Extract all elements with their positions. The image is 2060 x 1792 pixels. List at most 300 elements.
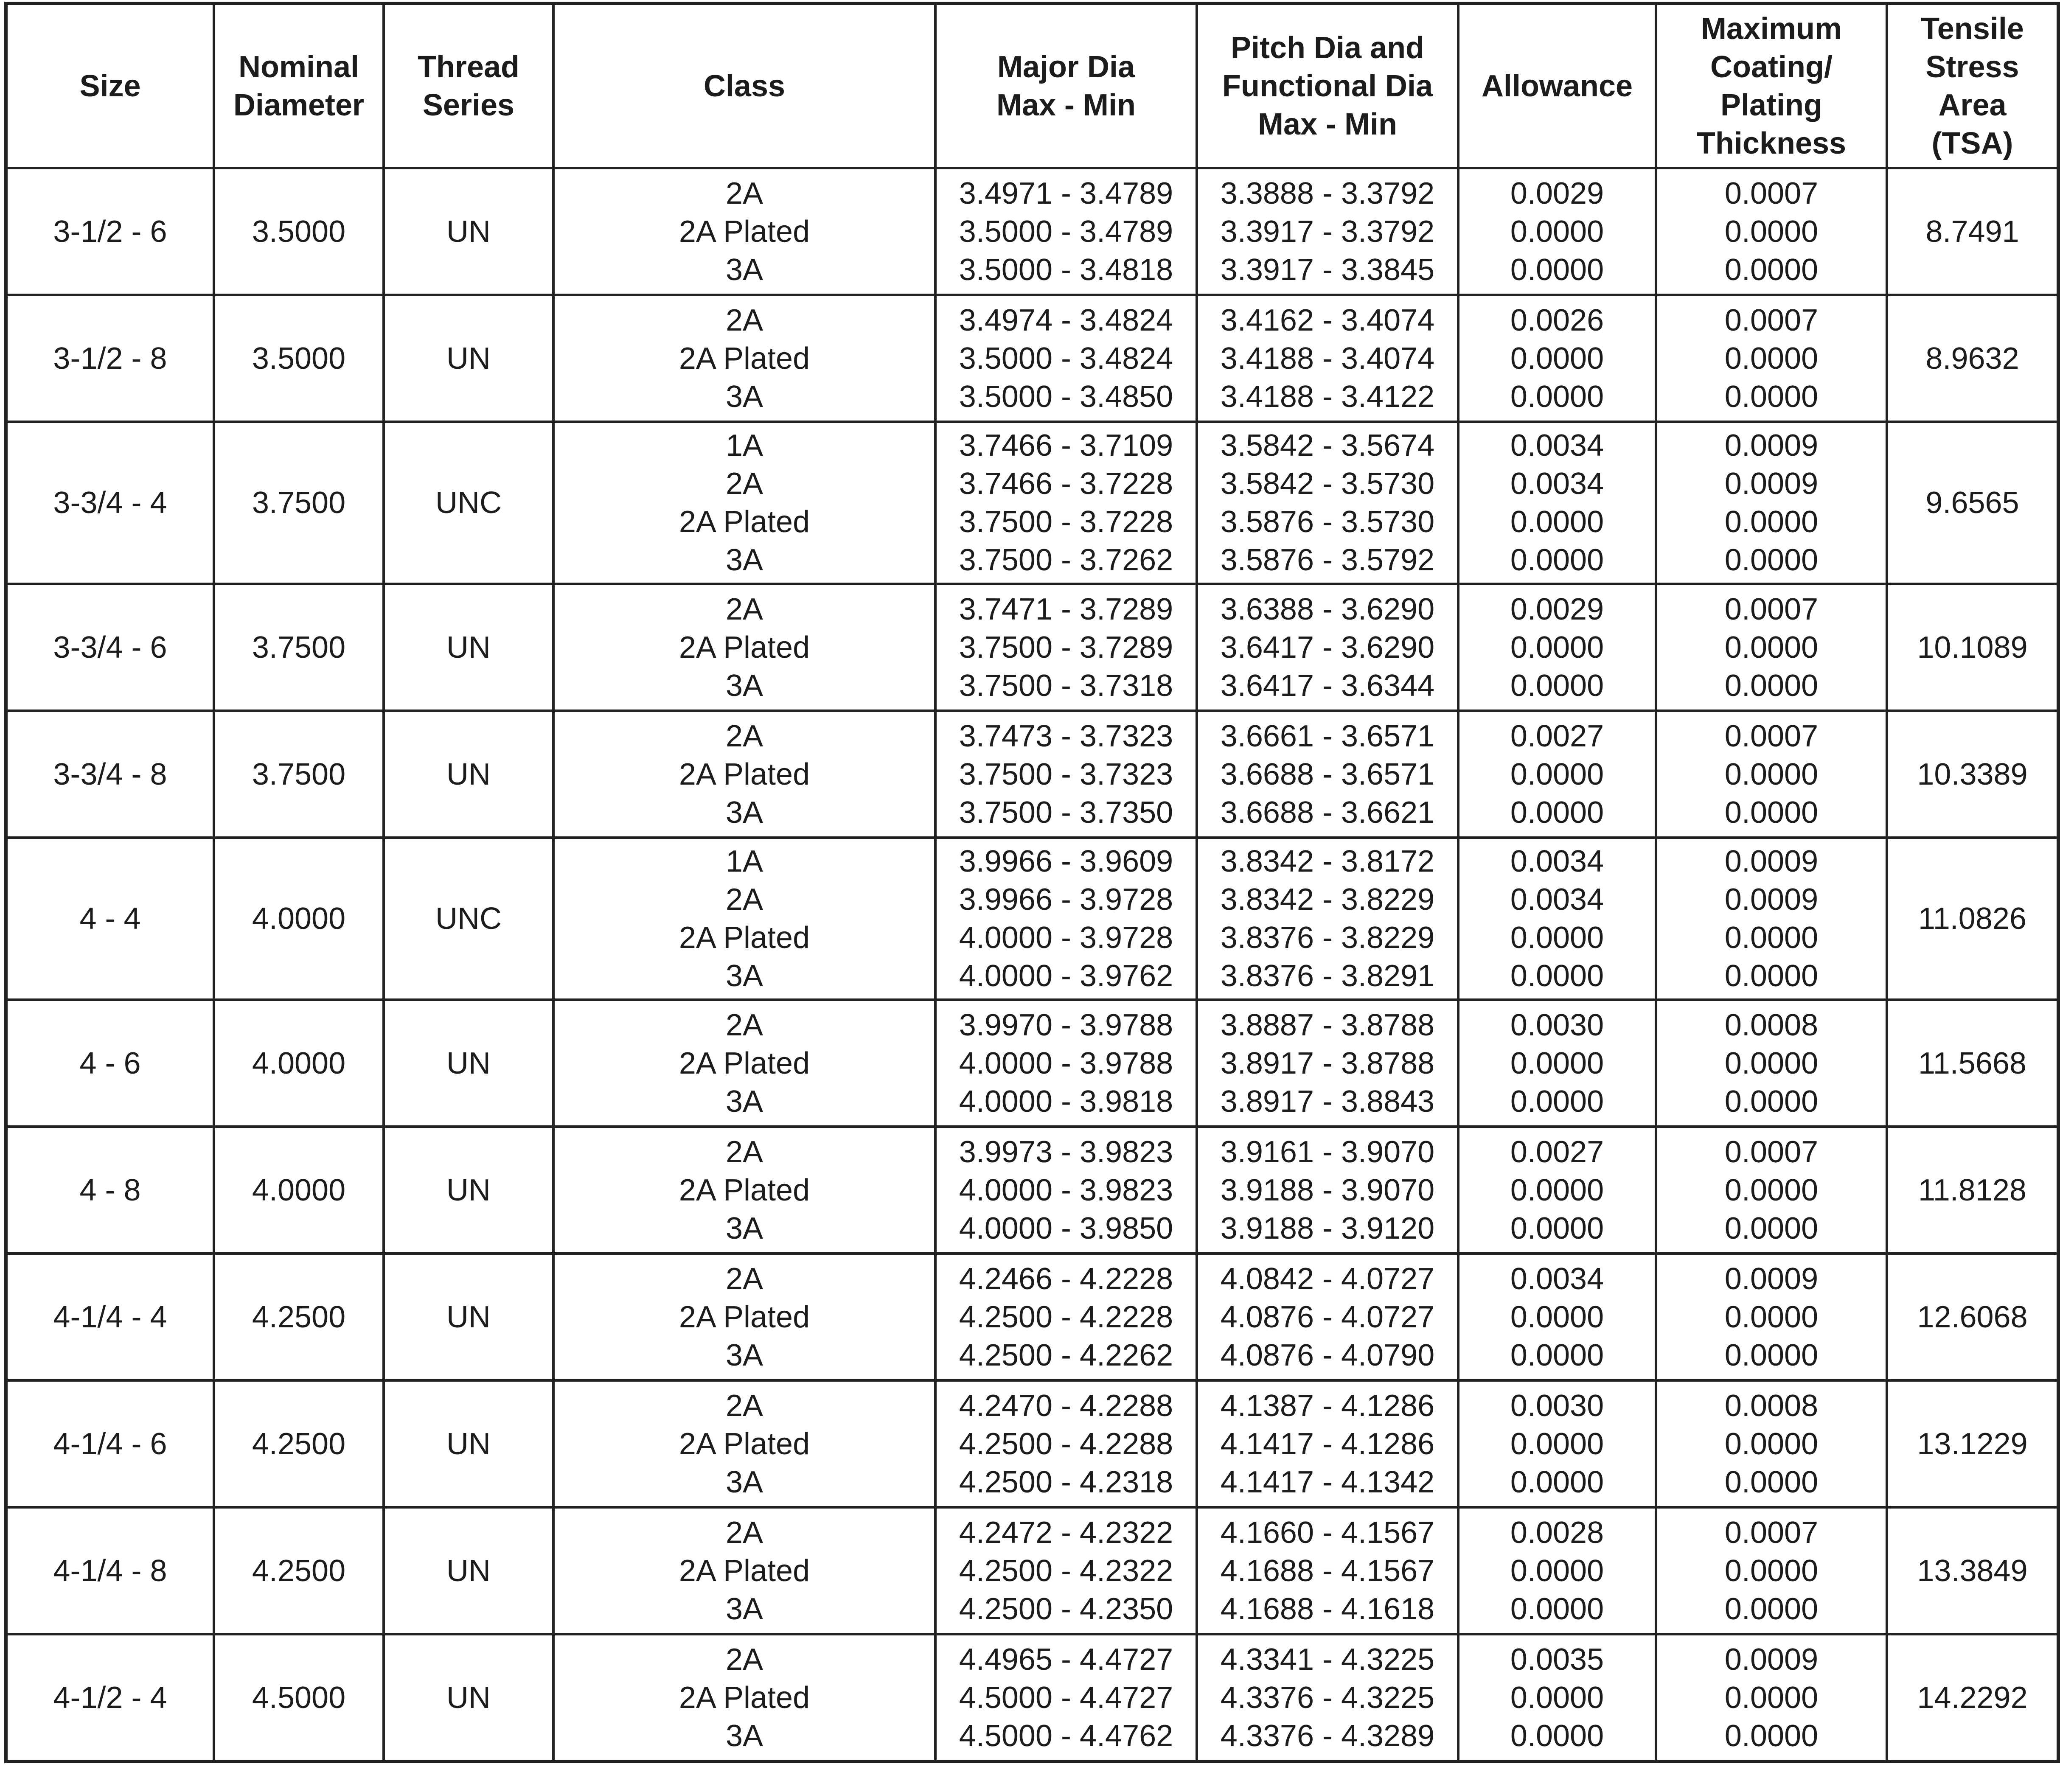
allowance-cell bbox=[1458, 168, 1656, 295]
major-dia-value: 4.4965 - 4.4727 bbox=[959, 1642, 1173, 1677]
class-value: 2A Plated bbox=[679, 1173, 810, 1207]
pitch-dia-value: 4.1417 - 4.1286 bbox=[1220, 1427, 1435, 1461]
coating-thickness-cell bbox=[1656, 1127, 1887, 1254]
nominal-diameter-cell: 4.2500 bbox=[214, 1507, 384, 1634]
column-header-line: Pitch Dia and bbox=[1230, 31, 1425, 65]
column-header-line: Plating bbox=[1720, 88, 1822, 122]
pitch-dia-value: 4.3376 - 4.3289 bbox=[1220, 1719, 1435, 1753]
coating-thickness-value: 0.0000 bbox=[1724, 757, 1819, 791]
column-header-allowance bbox=[1458, 3, 1656, 168]
class-value: 3A bbox=[725, 959, 763, 993]
major-dia-value: 3.5000 - 3.4789 bbox=[959, 214, 1173, 249]
tensile-stress-area-cell: 10.1089 bbox=[1887, 584, 2058, 711]
table-row bbox=[6, 422, 2058, 584]
coating-thickness-cell bbox=[1656, 1380, 1887, 1507]
coating-thickness-value: 0.0000 bbox=[1724, 1300, 1819, 1334]
class-value: 1A bbox=[725, 429, 763, 463]
allowance-value: 0.0034 bbox=[1510, 429, 1604, 463]
major-dia-value: 3.7473 - 3.7323 bbox=[959, 719, 1173, 753]
pitch-dia-cell bbox=[1197, 584, 1458, 711]
major-dia-cell bbox=[935, 1507, 1197, 1634]
table-header-row bbox=[6, 3, 2058, 168]
allowance-value: 0.0000 bbox=[1510, 1173, 1604, 1207]
tensile-stress-area-cell: 9.6565 bbox=[1887, 422, 2058, 584]
table-row bbox=[6, 838, 2058, 1000]
major-dia-value: 3.5000 - 3.4850 bbox=[959, 379, 1173, 414]
pitch-dia-value: 3.3888 - 3.3792 bbox=[1220, 176, 1435, 210]
thread-series-cell: UN bbox=[384, 1380, 553, 1507]
major-dia-value: 4.2500 - 4.2350 bbox=[959, 1592, 1173, 1626]
major-dia-value: 4.0000 - 3.9818 bbox=[959, 1084, 1173, 1119]
coating-thickness-value: 0.0000 bbox=[1724, 252, 1819, 287]
pitch-dia-value: 4.1688 - 4.1567 bbox=[1220, 1554, 1435, 1588]
pitch-dia-value: 3.8342 - 3.8229 bbox=[1220, 883, 1435, 917]
class-cell bbox=[553, 1127, 935, 1254]
coating-thickness-value: 0.0009 bbox=[1724, 883, 1819, 917]
class-value: 2A bbox=[725, 303, 763, 337]
allowance-value: 0.0000 bbox=[1510, 668, 1604, 703]
thread-series-cell: UN bbox=[384, 1254, 553, 1380]
pitch-dia-value: 3.9188 - 3.9120 bbox=[1220, 1211, 1435, 1245]
thread-series-cell: UN bbox=[384, 295, 553, 422]
class-cell bbox=[553, 1000, 935, 1127]
class-value: 3A bbox=[725, 252, 763, 287]
allowance-value: 0.0000 bbox=[1510, 543, 1604, 577]
coating-thickness-value: 0.0000 bbox=[1724, 959, 1819, 993]
pitch-dia-value: 3.5876 - 3.5730 bbox=[1220, 505, 1435, 539]
major-dia-value: 3.7500 - 3.7228 bbox=[959, 505, 1173, 539]
allowance-cell bbox=[1458, 1380, 1656, 1507]
pitch-dia-value: 3.8376 - 3.8291 bbox=[1220, 959, 1435, 993]
pitch-dia-cell bbox=[1197, 1634, 1458, 1761]
pitch-dia-value: 3.3917 - 3.3845 bbox=[1220, 252, 1435, 287]
thread-series-cell: UNC bbox=[384, 838, 553, 1000]
allowance-cell bbox=[1458, 1634, 1656, 1761]
major-dia-cell bbox=[935, 422, 1197, 584]
allowance-value: 0.0027 bbox=[1510, 719, 1604, 753]
class-cell bbox=[553, 295, 935, 422]
table-row bbox=[6, 295, 2058, 422]
column-header-line: Maximum bbox=[1701, 11, 1842, 46]
column-header-line: Size bbox=[79, 69, 141, 103]
allowance-value: 0.0000 bbox=[1510, 630, 1604, 665]
class-value: 3A bbox=[725, 1465, 763, 1499]
column-header-coating bbox=[1656, 3, 1887, 168]
column-header-line: Diameter bbox=[233, 88, 365, 122]
tensile-stress-area-cell: 13.3849 bbox=[1887, 1507, 2058, 1634]
major-dia-value: 3.7500 - 3.7323 bbox=[959, 757, 1173, 791]
coating-thickness-value: 0.0007 bbox=[1724, 176, 1819, 210]
pitch-dia-value: 3.5842 - 3.5674 bbox=[1220, 429, 1435, 463]
coating-thickness-cell bbox=[1656, 295, 1887, 422]
coating-thickness-value: 0.0007 bbox=[1724, 592, 1819, 626]
allowance-cell bbox=[1458, 422, 1656, 584]
allowance-cell bbox=[1458, 1000, 1656, 1127]
size-cell: 4 - 8 bbox=[6, 1127, 214, 1254]
major-dia-value: 3.9973 - 3.9823 bbox=[959, 1135, 1173, 1169]
allowance-value: 0.0000 bbox=[1510, 1084, 1604, 1119]
pitch-dia-value: 3.4188 - 3.4122 bbox=[1220, 379, 1435, 414]
class-value: 2A bbox=[725, 719, 763, 753]
pitch-dia-value: 3.9161 - 3.9070 bbox=[1220, 1135, 1435, 1169]
nominal-diameter-cell: 4.2500 bbox=[214, 1380, 384, 1507]
column-header-series bbox=[384, 3, 553, 168]
major-dia-value: 4.2500 - 4.2318 bbox=[959, 1465, 1173, 1499]
major-dia-value: 3.7466 - 3.7228 bbox=[959, 467, 1173, 501]
coating-thickness-value: 0.0000 bbox=[1724, 1427, 1819, 1461]
class-value: 2A Plated bbox=[679, 1300, 810, 1334]
major-dia-value: 3.5000 - 3.4824 bbox=[959, 341, 1173, 376]
coating-thickness-value: 0.0008 bbox=[1724, 1388, 1819, 1423]
pitch-dia-cell bbox=[1197, 1127, 1458, 1254]
class-cell bbox=[553, 711, 935, 838]
class-value: 2A Plated bbox=[679, 1554, 810, 1588]
allowance-cell bbox=[1458, 711, 1656, 838]
column-header-pitch bbox=[1197, 3, 1458, 168]
major-dia-value: 3.7500 - 3.7289 bbox=[959, 630, 1173, 665]
column-header-class bbox=[553, 3, 935, 168]
major-dia-value: 3.9966 - 3.9609 bbox=[959, 844, 1173, 878]
class-value: 2A Plated bbox=[679, 921, 810, 955]
coating-thickness-value: 0.0000 bbox=[1724, 1084, 1819, 1119]
allowance-value: 0.0000 bbox=[1510, 959, 1604, 993]
pitch-dia-cell bbox=[1197, 711, 1458, 838]
class-value: 2A bbox=[725, 1262, 763, 1296]
allowance-value: 0.0028 bbox=[1510, 1515, 1604, 1550]
column-header-line: Class bbox=[703, 69, 786, 103]
coating-thickness-value: 0.0007 bbox=[1724, 719, 1819, 753]
major-dia-value: 4.2500 - 4.2322 bbox=[959, 1554, 1173, 1588]
pitch-dia-cell bbox=[1197, 1380, 1458, 1507]
pitch-dia-value: 3.6417 - 3.6290 bbox=[1220, 630, 1435, 665]
size-cell: 3-3/4 - 6 bbox=[6, 584, 214, 711]
thread-series-cell: UNC bbox=[384, 422, 553, 584]
major-dia-value: 3.9966 - 3.9728 bbox=[959, 883, 1173, 917]
allowance-value: 0.0000 bbox=[1510, 921, 1604, 955]
column-header-line: Nominal bbox=[238, 50, 359, 84]
allowance-value: 0.0000 bbox=[1510, 1465, 1604, 1499]
class-value: 3A bbox=[725, 1211, 763, 1245]
coating-thickness-value: 0.0000 bbox=[1724, 921, 1819, 955]
major-dia-value: 4.5000 - 4.4727 bbox=[959, 1680, 1173, 1715]
pitch-dia-value: 3.5876 - 3.5792 bbox=[1220, 543, 1435, 577]
table-row bbox=[6, 1000, 2058, 1127]
column-header-line: Tensile bbox=[1921, 11, 2024, 46]
column-header-line: Max - Min bbox=[996, 88, 1136, 122]
tensile-stress-area-cell: 10.3389 bbox=[1887, 711, 2058, 838]
class-value: 2A Plated bbox=[679, 630, 810, 665]
allowance-value: 0.0030 bbox=[1510, 1008, 1604, 1042]
coating-thickness-value: 0.0007 bbox=[1724, 1515, 1819, 1550]
major-dia-value: 4.2500 - 4.2262 bbox=[959, 1338, 1173, 1372]
allowance-value: 0.0000 bbox=[1510, 1338, 1604, 1372]
class-value: 3A bbox=[725, 668, 763, 703]
size-cell: 4 - 6 bbox=[6, 1000, 214, 1127]
size-cell: 3-3/4 - 8 bbox=[6, 711, 214, 838]
thread-series-cell: UN bbox=[384, 1000, 553, 1127]
allowance-value: 0.0035 bbox=[1510, 1642, 1604, 1677]
major-dia-cell bbox=[935, 584, 1197, 711]
thread-series-cell: UN bbox=[384, 168, 553, 295]
coating-thickness-value: 0.0009 bbox=[1724, 1262, 1819, 1296]
class-cell bbox=[553, 1507, 935, 1634]
column-header-nominal bbox=[214, 3, 384, 168]
pitch-dia-cell bbox=[1197, 422, 1458, 584]
table-row bbox=[6, 584, 2058, 711]
major-dia-value: 4.0000 - 3.9728 bbox=[959, 921, 1173, 955]
allowance-value: 0.0000 bbox=[1510, 379, 1604, 414]
pitch-dia-value: 3.6688 - 3.6571 bbox=[1220, 757, 1435, 791]
coating-thickness-value: 0.0007 bbox=[1724, 1135, 1819, 1169]
coating-thickness-cell bbox=[1656, 1507, 1887, 1634]
coating-thickness-value: 0.0009 bbox=[1724, 429, 1819, 463]
class-cell bbox=[553, 168, 935, 295]
class-cell bbox=[553, 422, 935, 584]
major-dia-cell bbox=[935, 1254, 1197, 1380]
pitch-dia-cell bbox=[1197, 1254, 1458, 1380]
class-value: 2A bbox=[725, 1515, 763, 1550]
table-row bbox=[6, 711, 2058, 838]
class-value: 3A bbox=[725, 1084, 763, 1119]
pitch-dia-cell bbox=[1197, 168, 1458, 295]
major-dia-value: 3.7500 - 3.7350 bbox=[959, 795, 1173, 830]
major-dia-value: 4.0000 - 3.9762 bbox=[959, 959, 1173, 993]
allowance-value: 0.0000 bbox=[1510, 1680, 1604, 1715]
tensile-stress-area-cell: 8.9632 bbox=[1887, 295, 2058, 422]
coating-thickness-cell bbox=[1656, 711, 1887, 838]
major-dia-cell bbox=[935, 1127, 1197, 1254]
size-cell: 3-3/4 - 4 bbox=[6, 422, 214, 584]
nominal-diameter-cell: 3.7500 bbox=[214, 711, 384, 838]
pitch-dia-value: 3.6661 - 3.6571 bbox=[1220, 719, 1435, 753]
coating-thickness-value: 0.0000 bbox=[1724, 543, 1819, 577]
class-value: 2A bbox=[725, 1388, 763, 1423]
coating-thickness-value: 0.0000 bbox=[1724, 1719, 1819, 1753]
coating-thickness-value: 0.0009 bbox=[1724, 844, 1819, 878]
table-row bbox=[6, 168, 2058, 295]
allowance-value: 0.0000 bbox=[1510, 1427, 1604, 1461]
column-header-line: Allowance bbox=[1481, 69, 1633, 103]
thread-series-cell: UN bbox=[384, 1127, 553, 1254]
allowance-value: 0.0034 bbox=[1510, 1262, 1604, 1296]
major-dia-value: 3.4971 - 3.4789 bbox=[959, 176, 1173, 210]
class-value: 2A Plated bbox=[679, 1046, 810, 1080]
class-value: 2A Plated bbox=[679, 505, 810, 539]
column-header-line: Coating/ bbox=[1710, 50, 1833, 84]
pitch-dia-cell bbox=[1197, 1000, 1458, 1127]
size-cell: 4 - 4 bbox=[6, 838, 214, 1000]
pitch-dia-value: 3.6388 - 3.6290 bbox=[1220, 592, 1435, 626]
allowance-value: 0.0000 bbox=[1510, 214, 1604, 249]
allowance-value: 0.0000 bbox=[1510, 1592, 1604, 1626]
pitch-dia-value: 4.3341 - 4.3225 bbox=[1220, 1642, 1435, 1677]
pitch-dia-value: 4.3376 - 4.3225 bbox=[1220, 1680, 1435, 1715]
coating-thickness-value: 0.0000 bbox=[1724, 1046, 1819, 1080]
major-dia-value: 3.7466 - 3.7109 bbox=[959, 429, 1173, 463]
major-dia-value: 3.4974 - 3.4824 bbox=[959, 303, 1173, 337]
allowance-value: 0.0000 bbox=[1510, 757, 1604, 791]
class-value: 3A bbox=[725, 1338, 763, 1372]
allowance-value: 0.0029 bbox=[1510, 592, 1604, 626]
coating-thickness-value: 0.0000 bbox=[1724, 795, 1819, 830]
coating-thickness-value: 0.0000 bbox=[1724, 214, 1819, 249]
major-dia-value: 3.9970 - 3.9788 bbox=[959, 1008, 1173, 1042]
column-header-size bbox=[6, 3, 214, 168]
coating-thickness-value: 0.0009 bbox=[1724, 1642, 1819, 1677]
class-value: 3A bbox=[725, 795, 763, 830]
pitch-dia-value: 3.5842 - 3.5730 bbox=[1220, 467, 1435, 501]
allowance-value: 0.0027 bbox=[1510, 1135, 1604, 1169]
column-header-major bbox=[935, 3, 1197, 168]
tensile-stress-area-cell: 12.6068 bbox=[1887, 1254, 2058, 1380]
allowance-value: 0.0000 bbox=[1510, 505, 1604, 539]
nominal-diameter-cell: 4.2500 bbox=[214, 1254, 384, 1380]
allowance-value: 0.0034 bbox=[1510, 883, 1604, 917]
allowance-cell bbox=[1458, 1507, 1656, 1634]
coating-thickness-value: 0.0000 bbox=[1724, 1338, 1819, 1372]
allowance-cell bbox=[1458, 1254, 1656, 1380]
coating-thickness-value: 0.0000 bbox=[1724, 1592, 1819, 1626]
pitch-dia-value: 3.8376 - 3.8229 bbox=[1220, 921, 1435, 955]
major-dia-cell bbox=[935, 711, 1197, 838]
allowance-value: 0.0000 bbox=[1510, 1046, 1604, 1080]
class-value: 2A bbox=[725, 176, 763, 210]
pitch-dia-value: 3.9188 - 3.9070 bbox=[1220, 1173, 1435, 1207]
size-cell: 3-1/2 - 8 bbox=[6, 295, 214, 422]
class-value: 2A Plated bbox=[679, 1680, 810, 1715]
coating-thickness-value: 0.0000 bbox=[1724, 1465, 1819, 1499]
column-header-line: Functional Dia bbox=[1222, 69, 1433, 103]
class-value: 2A bbox=[725, 1008, 763, 1042]
pitch-dia-value: 3.8887 - 3.8788 bbox=[1220, 1008, 1435, 1042]
class-value: 2A Plated bbox=[679, 1427, 810, 1461]
major-dia-value: 3.5000 - 3.4818 bbox=[959, 252, 1173, 287]
pitch-dia-value: 3.8917 - 3.8843 bbox=[1220, 1084, 1435, 1119]
coating-thickness-cell bbox=[1656, 584, 1887, 711]
coating-thickness-cell bbox=[1656, 1000, 1887, 1127]
major-dia-value: 4.2500 - 4.2228 bbox=[959, 1300, 1173, 1334]
class-value: 2A Plated bbox=[679, 214, 810, 249]
allowance-value: 0.0000 bbox=[1510, 1554, 1604, 1588]
class-value: 2A Plated bbox=[679, 341, 810, 376]
class-value: 2A bbox=[725, 592, 763, 626]
nominal-diameter-cell: 4.0000 bbox=[214, 1127, 384, 1254]
table-body bbox=[6, 168, 2058, 1761]
thread-series-cell: UN bbox=[384, 711, 553, 838]
pitch-dia-cell bbox=[1197, 295, 1458, 422]
thread-series-cell: UN bbox=[384, 1507, 553, 1634]
pitch-dia-value: 4.0876 - 4.0790 bbox=[1220, 1338, 1435, 1372]
allowance-value: 0.0034 bbox=[1510, 844, 1604, 878]
class-value: 3A bbox=[725, 543, 763, 577]
major-dia-cell bbox=[935, 295, 1197, 422]
class-cell bbox=[553, 1254, 935, 1380]
coating-thickness-cell bbox=[1656, 1254, 1887, 1380]
tensile-stress-area-cell: 11.8128 bbox=[1887, 1127, 2058, 1254]
column-header-tsa bbox=[1887, 3, 2058, 168]
coating-thickness-value: 0.0000 bbox=[1724, 630, 1819, 665]
class-cell bbox=[553, 1634, 935, 1761]
class-value: 2A bbox=[725, 1135, 763, 1169]
nominal-diameter-cell: 4.5000 bbox=[214, 1634, 384, 1761]
class-value: 2A bbox=[725, 467, 763, 501]
allowance-value: 0.0026 bbox=[1510, 303, 1604, 337]
column-header-line: Thickness bbox=[1696, 126, 1847, 160]
allowance-value: 0.0030 bbox=[1510, 1388, 1604, 1423]
major-dia-value: 3.7500 - 3.7262 bbox=[959, 543, 1173, 577]
coating-thickness-value: 0.0009 bbox=[1724, 467, 1819, 501]
pitch-dia-value: 3.8917 - 3.8788 bbox=[1220, 1046, 1435, 1080]
pitch-dia-value: 4.1688 - 4.1618 bbox=[1220, 1592, 1435, 1626]
size-cell: 3-1/2 - 6 bbox=[6, 168, 214, 295]
thread-series-cell: UN bbox=[384, 584, 553, 711]
class-value: 3A bbox=[725, 379, 763, 414]
pitch-dia-value: 3.6417 - 3.6344 bbox=[1220, 668, 1435, 703]
column-header-line: Major Dia bbox=[997, 50, 1135, 84]
major-dia-value: 4.0000 - 3.9850 bbox=[959, 1211, 1173, 1245]
coating-thickness-value: 0.0008 bbox=[1724, 1008, 1819, 1042]
major-dia-value: 4.5000 - 4.4762 bbox=[959, 1719, 1173, 1753]
tensile-stress-area-cell: 11.0826 bbox=[1887, 838, 2058, 1000]
coating-thickness-cell bbox=[1656, 422, 1887, 584]
allowance-cell bbox=[1458, 1127, 1656, 1254]
major-dia-cell bbox=[935, 1634, 1197, 1761]
pitch-dia-value: 3.6688 - 3.6621 bbox=[1220, 795, 1435, 830]
pitch-dia-value: 3.4162 - 3.4074 bbox=[1220, 303, 1435, 337]
pitch-dia-value: 3.8342 - 3.8172 bbox=[1220, 844, 1435, 878]
table-row bbox=[6, 1254, 2058, 1380]
table-row bbox=[6, 1127, 2058, 1254]
major-dia-cell bbox=[935, 1000, 1197, 1127]
size-cell: 4-1/4 - 4 bbox=[6, 1254, 214, 1380]
allowance-value: 0.0000 bbox=[1510, 252, 1604, 287]
column-header-line: Thread bbox=[417, 50, 520, 84]
column-header-line: Stress bbox=[1925, 50, 2019, 84]
pitch-dia-cell bbox=[1197, 1507, 1458, 1634]
allowance-value: 0.0000 bbox=[1510, 1719, 1604, 1753]
pitch-dia-value: 4.1387 - 4.1286 bbox=[1220, 1388, 1435, 1423]
pitch-dia-cell bbox=[1197, 838, 1458, 1000]
tensile-stress-area-cell: 11.5668 bbox=[1887, 1000, 2058, 1127]
pitch-dia-value: 3.4188 - 3.4074 bbox=[1220, 341, 1435, 376]
class-value: 2A bbox=[725, 1642, 763, 1677]
allowance-cell bbox=[1458, 838, 1656, 1000]
column-header-line: Max - Min bbox=[1257, 107, 1397, 141]
allowance-value: 0.0034 bbox=[1510, 467, 1604, 501]
coating-thickness-cell bbox=[1656, 1634, 1887, 1761]
class-value: 2A bbox=[725, 883, 763, 917]
class-cell bbox=[553, 584, 935, 711]
pitch-dia-value: 4.1417 - 4.1342 bbox=[1220, 1465, 1435, 1499]
tensile-stress-area-cell: 13.1229 bbox=[1887, 1380, 2058, 1507]
allowance-value: 0.0000 bbox=[1510, 1211, 1604, 1245]
allowance-cell bbox=[1458, 295, 1656, 422]
allowance-value: 0.0000 bbox=[1510, 795, 1604, 830]
coating-thickness-value: 0.0000 bbox=[1724, 1173, 1819, 1207]
column-header-line: Series bbox=[422, 88, 515, 122]
nominal-diameter-cell: 4.0000 bbox=[214, 1000, 384, 1127]
major-dia-value: 3.7471 - 3.7289 bbox=[959, 592, 1173, 626]
nominal-diameter-cell: 3.7500 bbox=[214, 422, 384, 584]
coating-thickness-value: 0.0000 bbox=[1724, 505, 1819, 539]
coating-thickness-value: 0.0000 bbox=[1724, 341, 1819, 376]
coating-thickness-cell bbox=[1656, 168, 1887, 295]
allowance-value: 0.0000 bbox=[1510, 341, 1604, 376]
pitch-dia-value: 4.0842 - 4.0727 bbox=[1220, 1262, 1435, 1296]
major-dia-cell bbox=[935, 1380, 1197, 1507]
nominal-diameter-cell: 3.5000 bbox=[214, 295, 384, 422]
thread-series-cell: UN bbox=[384, 1634, 553, 1761]
